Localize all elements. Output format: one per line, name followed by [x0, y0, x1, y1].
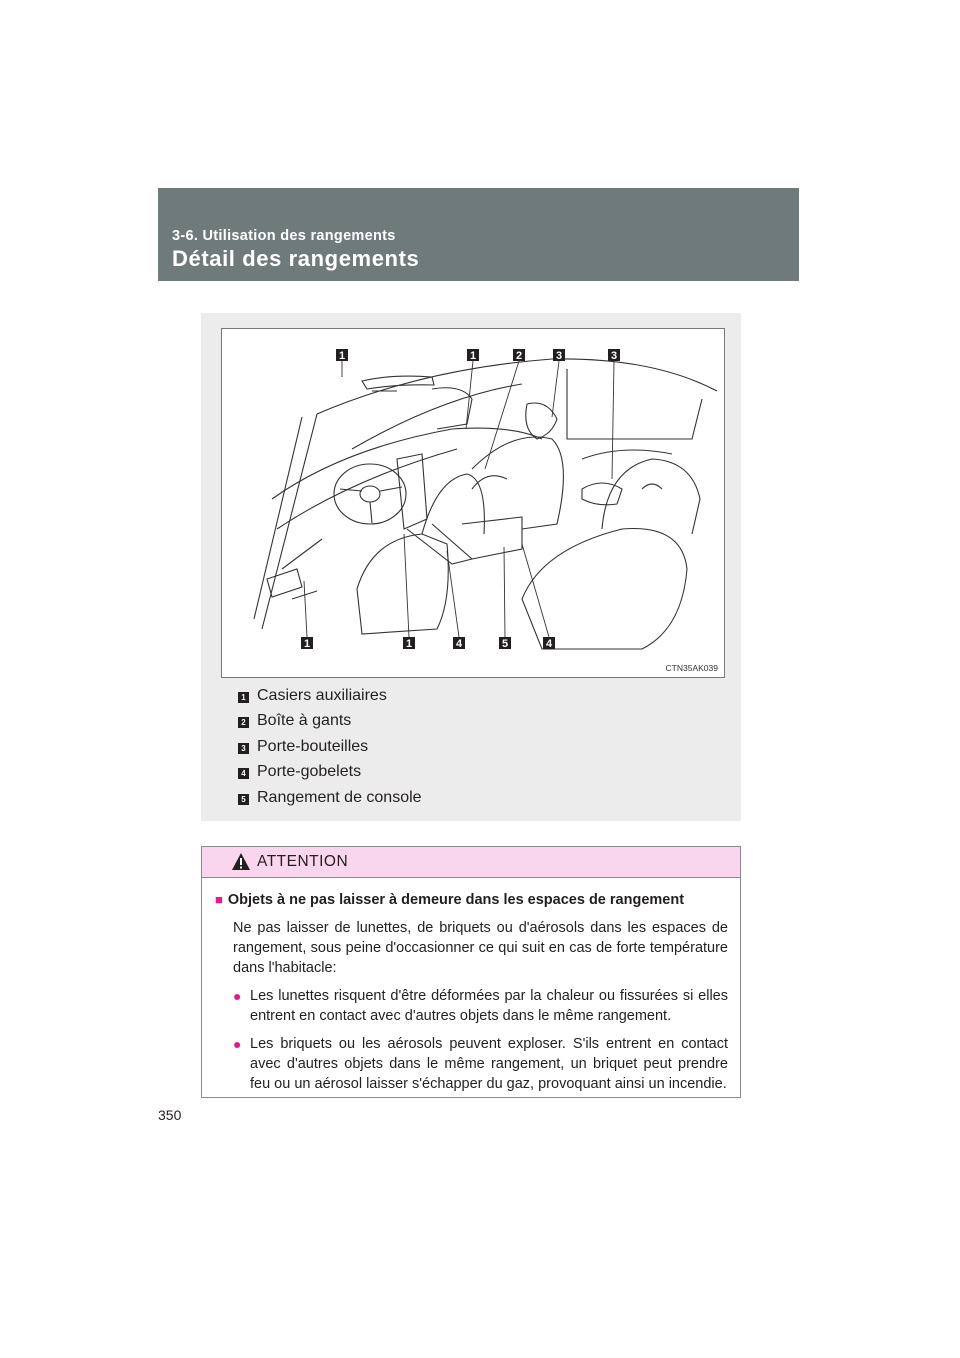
- callout-top-1b: [467, 349, 479, 362]
- page-number: 350: [158, 1107, 182, 1123]
- callout-bottom-1b: [403, 637, 415, 650]
- svg-text:3: 3: [555, 350, 563, 362]
- svg-text:2: 2: [515, 350, 523, 362]
- callout-bottom-4b: [543, 637, 555, 650]
- legend-item: [238, 734, 422, 760]
- car-line-art: [254, 359, 717, 649]
- warning-triangle-icon: [231, 852, 251, 871]
- legend-label: Porte-gobelets: [257, 763, 362, 781]
- page-title: Détail des rangements: [172, 246, 420, 271]
- attention-subheading-text: Objets à ne pas laisser à demeure dans les espaces de rangement: [227, 892, 685, 908]
- svg-text:5: 5: [501, 638, 509, 650]
- attention-bullet: [233, 1034, 728, 1094]
- section-label: 3-6. Utilisation des rangements: [172, 228, 396, 244]
- svg-text:1: 1: [338, 350, 346, 362]
- legend-list: [238, 683, 422, 811]
- svg-text:1: 1: [405, 638, 413, 650]
- svg-text:4: 4: [545, 638, 553, 650]
- callout-top-1a: [336, 349, 348, 362]
- legend-number-badge: 5: [238, 794, 249, 805]
- attention-header: [202, 847, 740, 878]
- attention-intro: Ne pas laisser de lunettes, de briquets ou d'aérosols dans les espaces de rangement, sous peine d'occasionner ce qui suit en cas de forte température dans l'habitacle:: [233, 920, 728, 976]
- svg-text:1: 1: [303, 638, 311, 650]
- svg-text:1: 1: [469, 350, 477, 362]
- legend-label: Porte-bouteilles: [257, 737, 369, 755]
- round-bullet-icon: ●: [233, 988, 242, 1004]
- attention-subheading: [215, 890, 728, 910]
- attention-bullet-text: Les briquets ou les aérosols peuvent exploser. S'ils entrent en contact avec d'autres objets dans le même rangement, un briquet peut prendre feu ou un aérosol laisser s'échapper du gaz, provoquant ainsi un incendie.: [250, 1036, 728, 1092]
- legend-label: Casiers auxiliaires: [257, 686, 387, 704]
- car-interior-illustration: [221, 328, 725, 678]
- svg-text:3: 3: [610, 350, 618, 362]
- legend-label: Rangement de console: [257, 788, 422, 806]
- legend-item: [238, 760, 422, 786]
- callout-bottom-4a: [453, 637, 465, 650]
- legend-number-badge: 1: [238, 692, 249, 703]
- figure-panel: [201, 313, 741, 821]
- legend-item: [238, 709, 422, 735]
- round-bullet-icon: ●: [233, 1036, 242, 1052]
- legend-label: Boîte à gants: [257, 712, 352, 730]
- attention-bullet: [233, 986, 728, 1026]
- legend-number-badge: 4: [238, 768, 249, 779]
- car-interior-drawing: [222, 329, 724, 677]
- legend-number-badge: 2: [238, 717, 249, 728]
- legend-item: [238, 683, 422, 709]
- attention-bullet-text: Les lunettes risquent d'être déformées par la chaleur ou fissurées si elles entrent en contact avec d'autres objets dans le même rangement.: [250, 988, 728, 1024]
- callout-bottom-1a: [301, 637, 313, 650]
- svg-text:4: 4: [455, 638, 463, 650]
- callout-top-3a: [553, 349, 565, 362]
- callout-top-3b: [608, 349, 620, 362]
- figure-code: CTN35AK039: [665, 663, 718, 673]
- callout-top-2: [513, 349, 525, 362]
- attention-body: [202, 878, 740, 1094]
- legend-number-badge: 3: [238, 743, 249, 754]
- square-bullet-icon: ■: [215, 892, 223, 907]
- attention-box: [201, 846, 741, 1098]
- legend-item: [238, 785, 422, 811]
- attention-title: ATTENTION: [257, 853, 349, 870]
- section-header: [158, 188, 799, 281]
- callout-bottom-5: [499, 637, 511, 650]
